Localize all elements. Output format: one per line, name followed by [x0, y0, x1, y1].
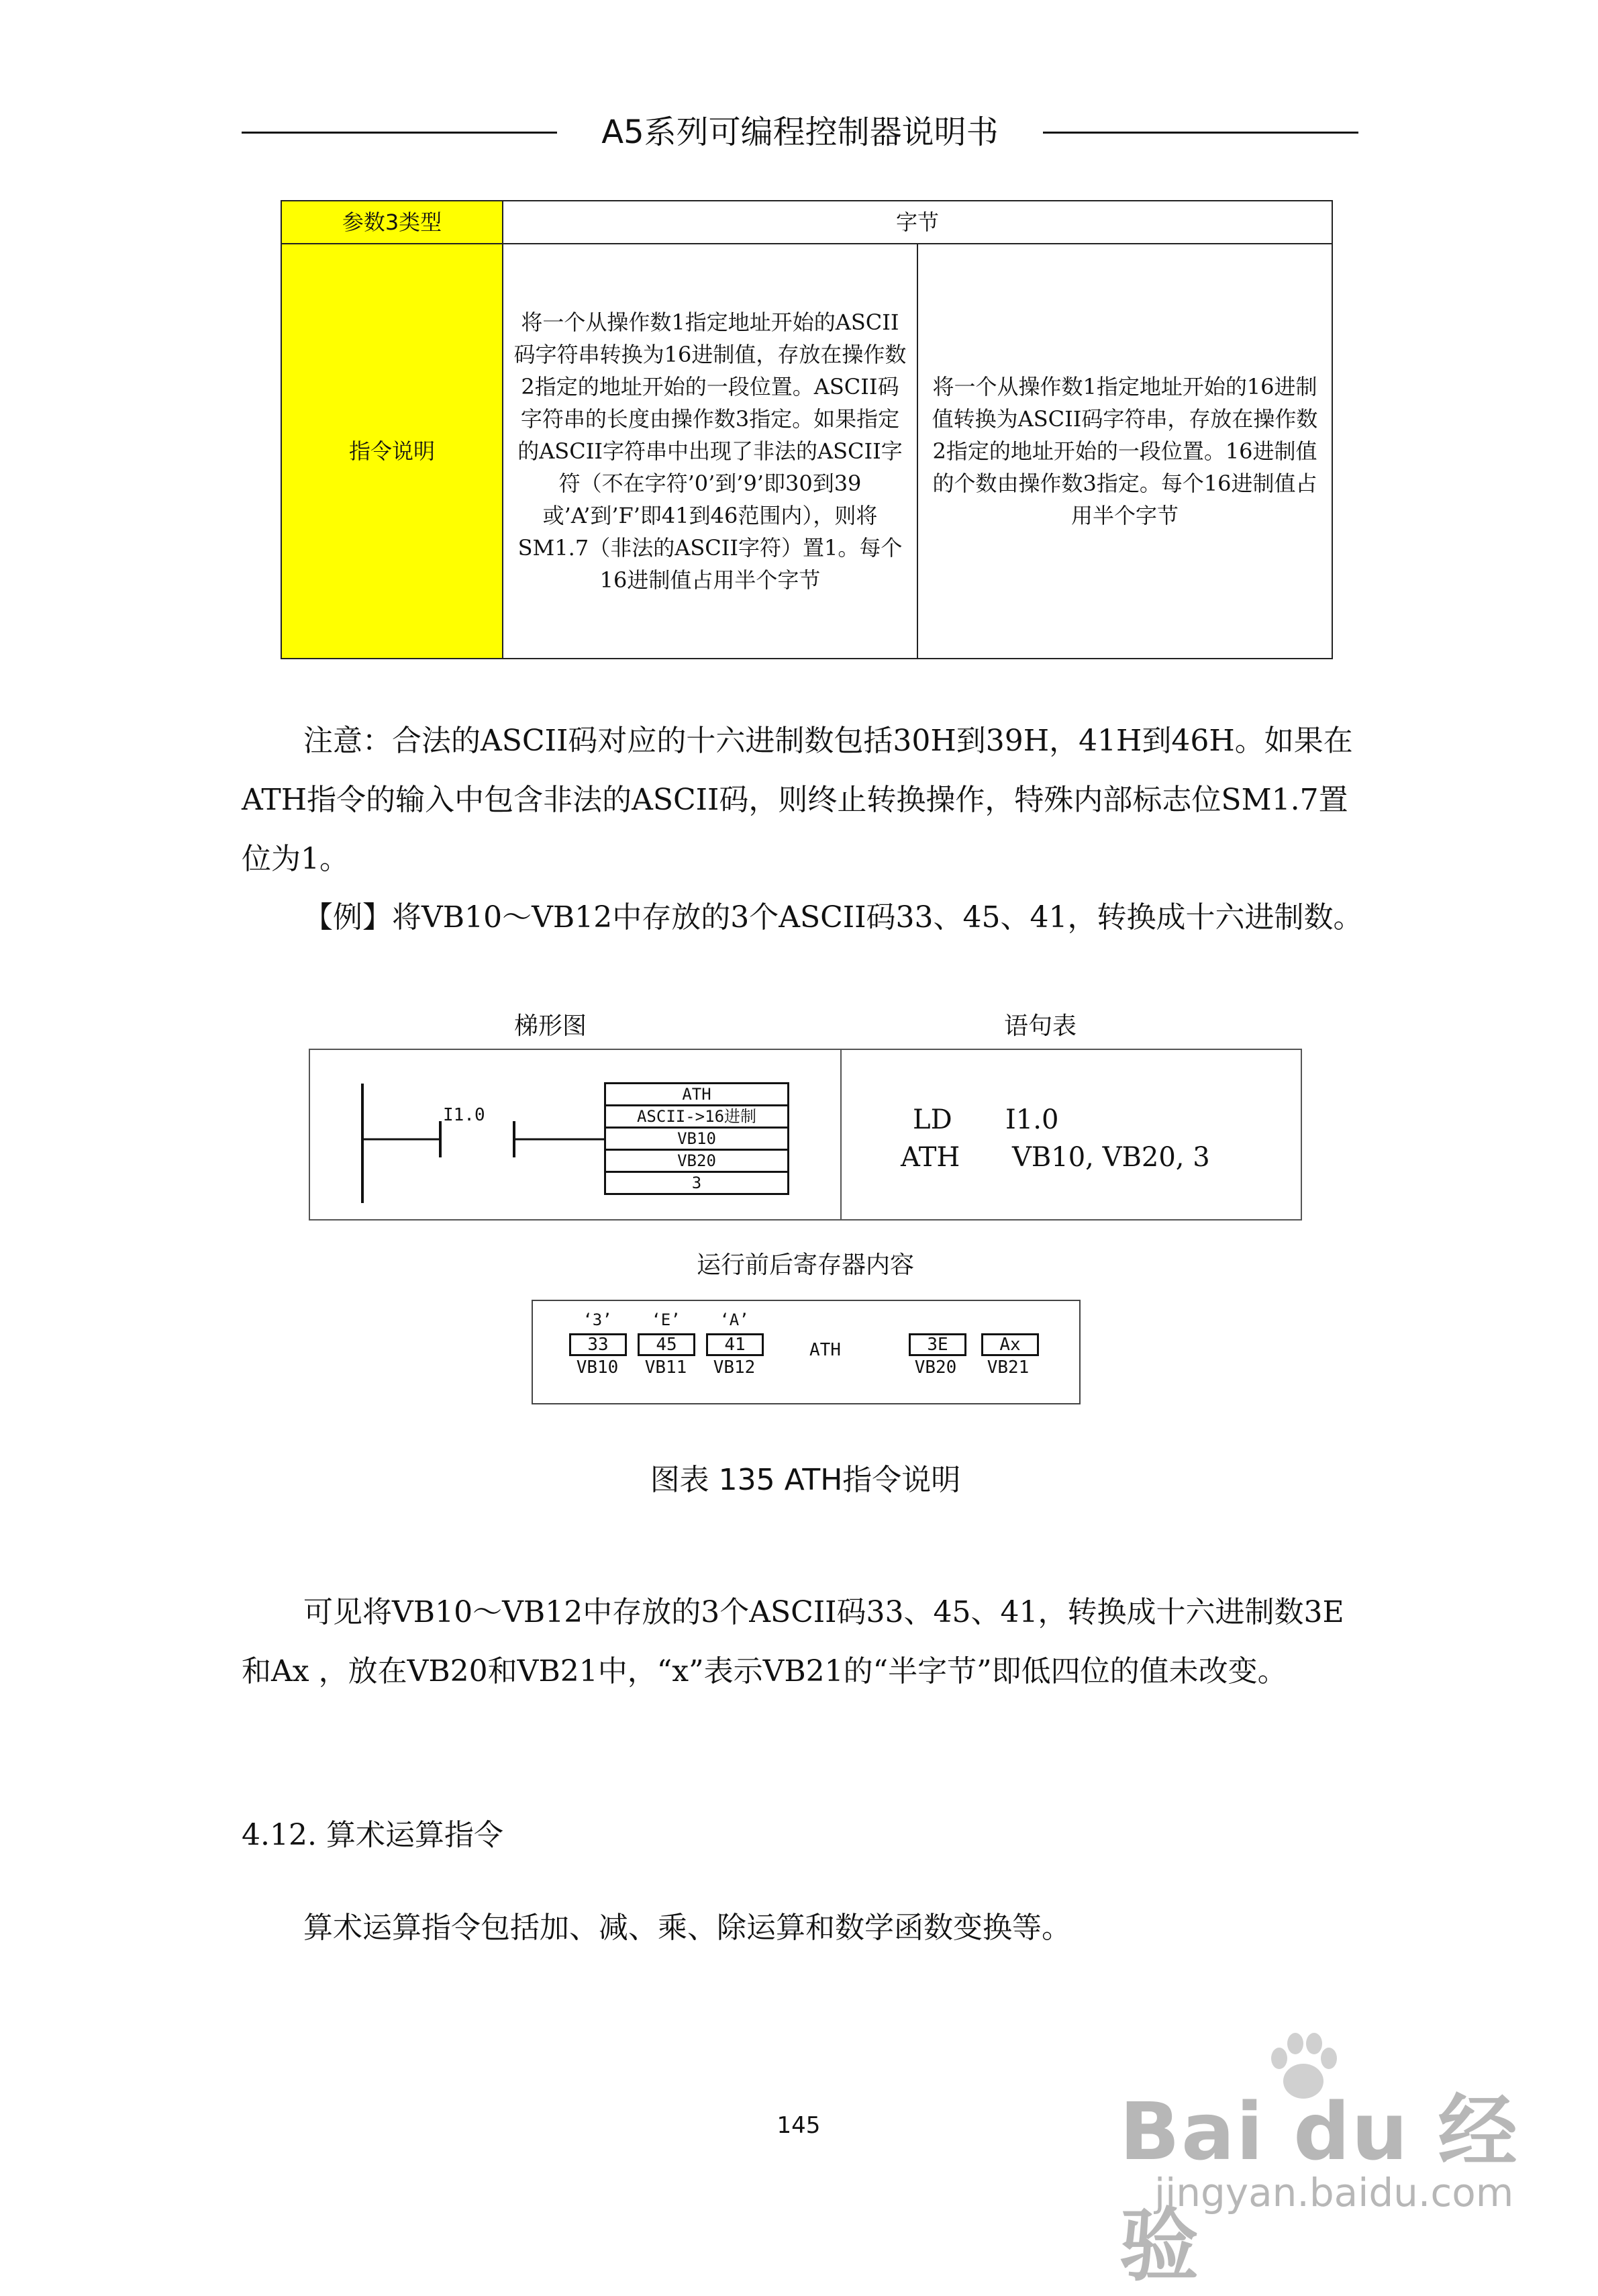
registers-caption: 运行前后寄存器内容: [696, 1251, 914, 1279]
conclusion-paragraph: 可见将VB10～VB12中存放的3个ASCII码33、45、41，转换成十六进制数3E和Ax ，放在VB20和VB21中，“x”表示VB21的“半字节”即低四位的值未改变。: [242, 1595, 1344, 1688]
header-rule-left: [242, 132, 557, 134]
instruction-desc-label: 指令说明: [281, 244, 503, 659]
register-value: Ax: [981, 1333, 1039, 1356]
register-name: VB20: [914, 1357, 957, 1378]
stl-caption: 语句表: [1003, 1012, 1077, 1040]
ath-block-title: ATH: [606, 1084, 787, 1106]
ath-block-in: VB10: [606, 1129, 787, 1151]
ath-block-out: VB20: [606, 1151, 787, 1173]
example-paragraph: 【例】将VB10～VB12中存放的3个ASCII码33、45、41，转换成十六进制数。: [303, 900, 1363, 935]
ladder-caption: 梯形图: [513, 1012, 587, 1040]
ath-description: 将一个从操作数1指定地址开始的ASCII码字符串转换为16进制值，存放在操作数2指定的地址开始的一段位置。ASCII码字符串的长度由操作数3指定。如果指定的ASCII字符串中出现了非法的ASCII字符（不在字符’0’到’9’即30到39或’A’到’F’即41到46范围内），则将SM1.7（非法的ASCII字符）置1。每个16进制值占用半个字节: [503, 244, 917, 659]
param3-type-value: 字节: [503, 201, 1332, 244]
watermark-brand: Bai du 经验: [1119, 2085, 1519, 2292]
register-value: 33: [569, 1333, 627, 1356]
figure-caption: 图表 135 ATH指令说明: [650, 1463, 961, 1497]
stl-op: LD: [913, 1104, 952, 1135]
register-name: VB12: [713, 1357, 756, 1378]
stl-line-2: [901, 1140, 1210, 1175]
table-row: [281, 201, 1332, 244]
register-char: ‘3’: [583, 1310, 612, 1329]
register-char: ‘E’: [651, 1310, 681, 1329]
note-paragraph: 注意：合法的ASCII码对应的十六进制数包括30H到39H，41H到46H。如果在ATH指令的输入中包含非法的ASCII码，则终止转换操作，特殊内部标志位SM1.7置位为1。: [242, 724, 1353, 876]
page-number: 145: [777, 2112, 821, 2139]
stl-line-1: [913, 1102, 1058, 1137]
param3-type-label: 参数3类型: [281, 201, 503, 244]
register-value: 45: [638, 1333, 695, 1356]
watermark-url: jingyan.baidu.com: [1154, 2170, 1514, 2215]
ath-arrow-label: ATH: [809, 1340, 841, 1360]
stl-args: VB10, VB20, 3: [1012, 1142, 1210, 1173]
register-value: 3E: [909, 1333, 966, 1356]
register-char: ‘A’: [719, 1310, 749, 1329]
register-name: VB21: [987, 1357, 1030, 1378]
header-rule-right: [1043, 132, 1358, 134]
contact-label: I1.0: [443, 1105, 485, 1125]
section-heading: 4.12. 算术运算指令: [242, 1818, 503, 1852]
stl-args: I1.0: [1005, 1104, 1059, 1135]
hta-description: 将一个从操作数1指定地址开始的16进制值转换为ASCII码字符串，存放在操作数2指定的地址开始的一段位置。16进制值的个数由操作数3指定。每个16进制值占用半个字节: [917, 244, 1332, 659]
page-header-title: A5系列可编程控制器说明书: [601, 113, 999, 151]
ath-block-subtitle: ASCII->16进制: [606, 1106, 787, 1129]
figure-divider: [840, 1049, 842, 1221]
register-name: VB10: [576, 1357, 619, 1378]
register-value: 41: [706, 1333, 764, 1356]
ath-block-len: 3: [691, 1174, 702, 1192]
stl-op: ATH: [901, 1142, 960, 1173]
ath-function-block: [604, 1082, 789, 1195]
table-row: [281, 244, 1332, 659]
section-body: 算术运算指令包括加、减、乘、除运算和数学函数变换等。: [303, 1911, 1071, 1945]
parameter-table: [281, 200, 1333, 659]
register-name: VB11: [644, 1357, 687, 1378]
